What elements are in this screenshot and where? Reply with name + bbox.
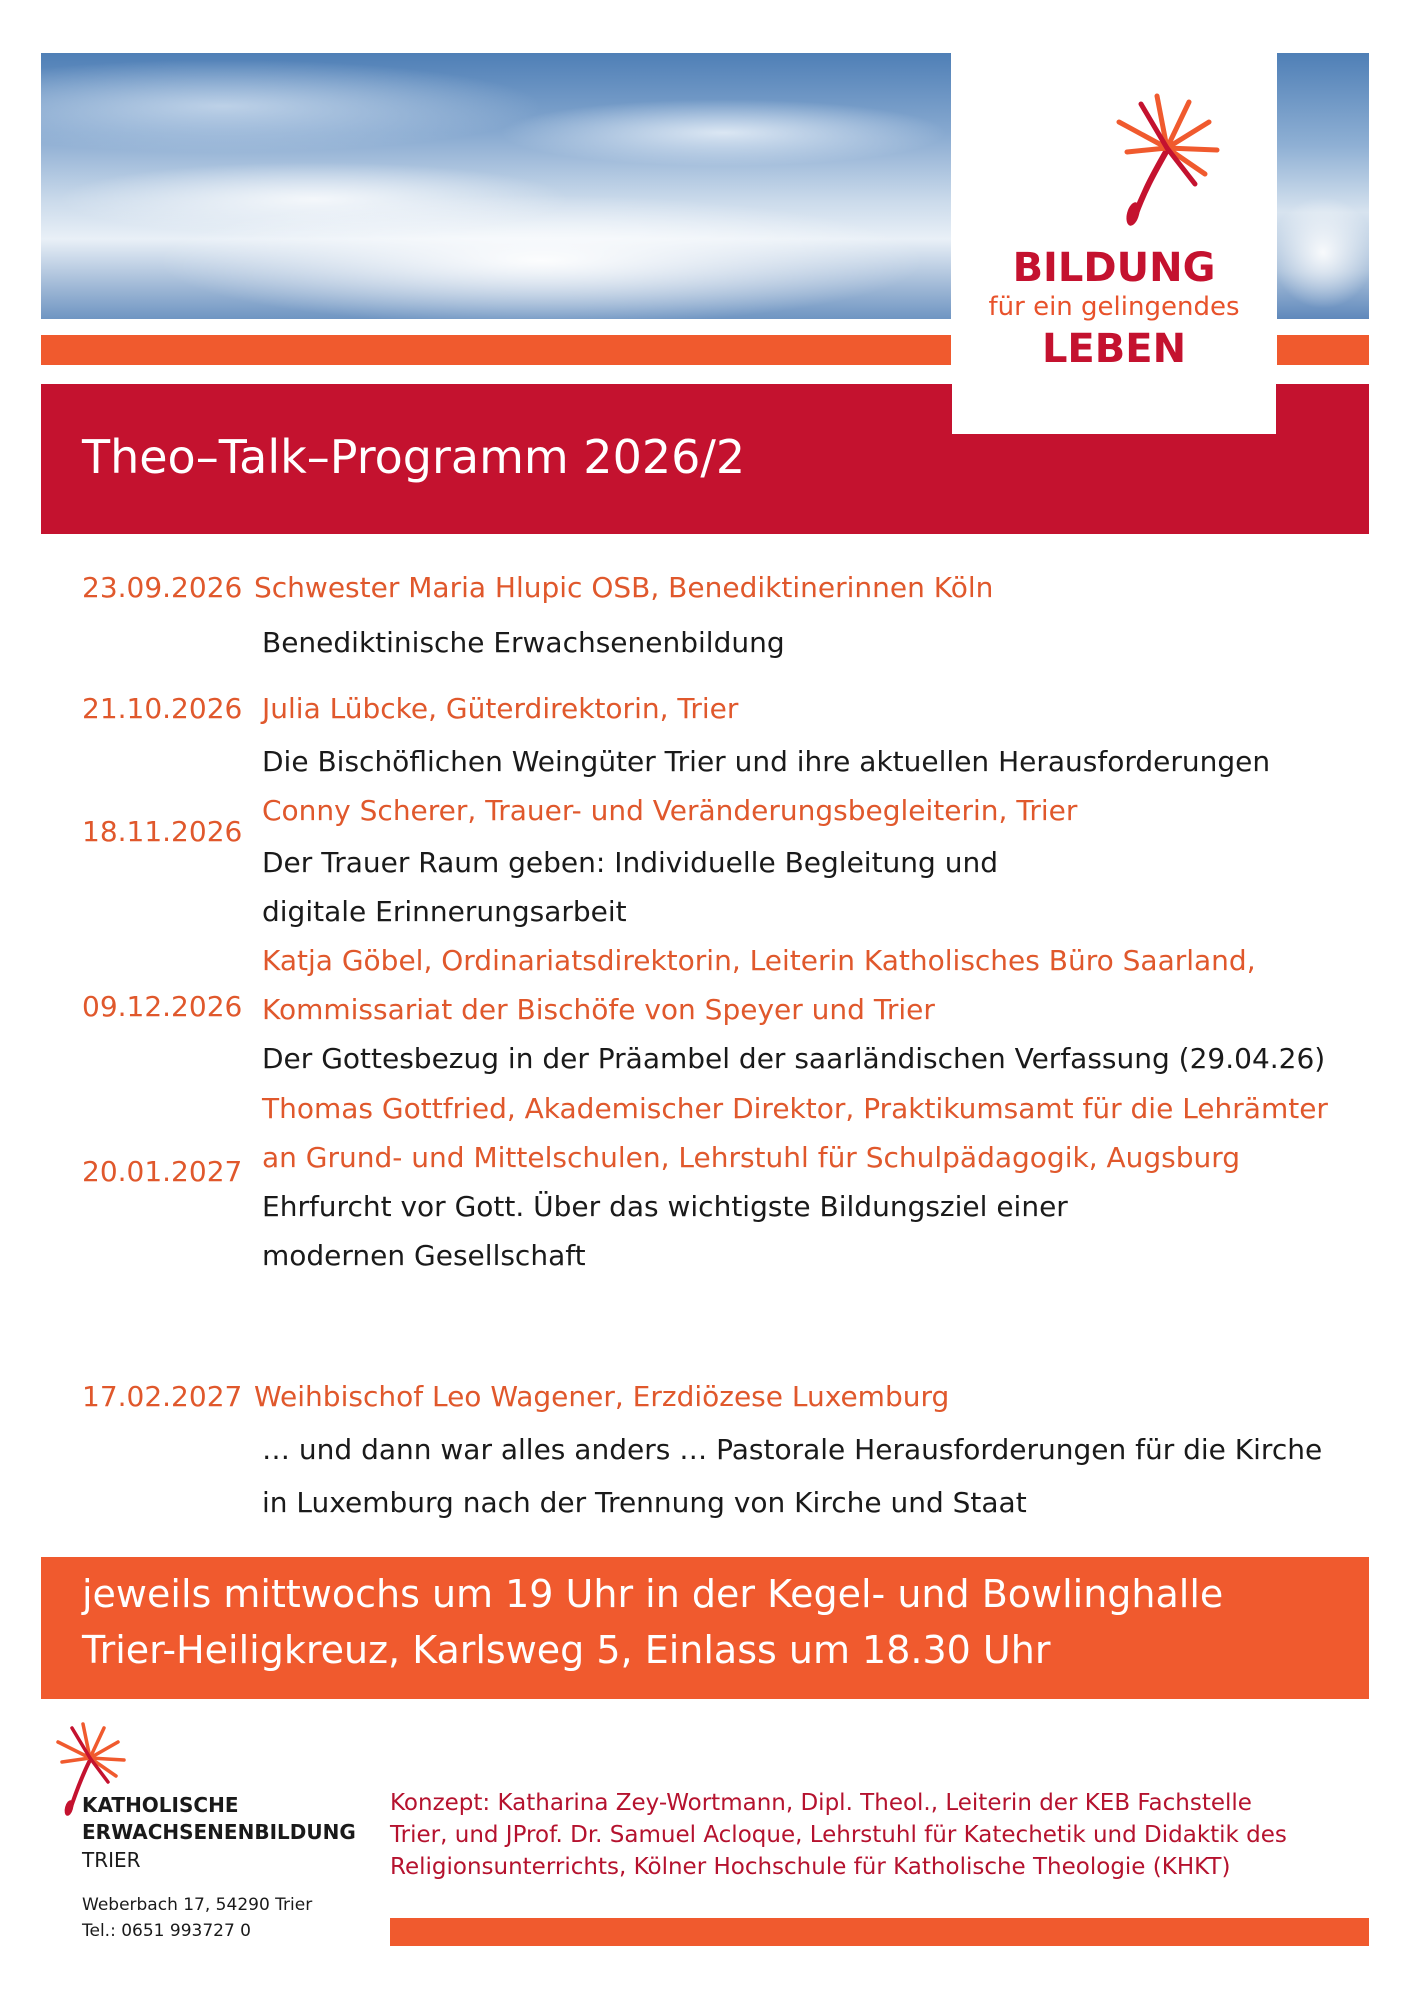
event-topic: digitale Erinnerungsarbeit [262,895,627,928]
orange-stripe-left [41,335,951,365]
org-address: Weberbach 17, 54290 Trier [82,1895,313,1915]
event-speaker: Kommissariat der Bischöfe von Speyer und Trier [262,993,935,1026]
event-date: 23.09.2026 [82,571,243,604]
header-sky-image-right [1277,53,1369,319]
logo-tagline: für ein gelingendes [988,292,1240,322]
header-sky-image [41,53,951,319]
event-topic: Die Bischöflichen Weingüter Trier und ihre aktuellen Herausforderungen [262,745,1271,778]
logo-leben: LEBEN [1041,326,1187,372]
org-name-line-2: ERWACHSENENBILDUNG [82,1820,356,1844]
event-speaker: Schwester Maria Hlupic OSB, Benediktinerinnen Köln [254,571,994,604]
orange-stripe-right [1277,335,1369,365]
event-topic: Der Gottesbezug in der Präambel der saarländischen Verfassung (29.04.26) [262,1042,1326,1075]
event-speaker: Weihbischof Leo Wagener, Erzdiözese Luxemburg [254,1380,950,1413]
event-topic: modernen Gesellschaft [262,1239,586,1272]
event-speaker: an Grund- und Mittelschulen, Lehrstuhl für Schulpädagogik, Augsburg [262,1141,1241,1174]
bottom-orange-bar [390,1918,1369,1946]
info-line-1: jeweils mittwochs um 19 Uhr in der Kegel- und Bowlinghalle [82,1572,1224,1616]
event-date: 17.02.2027 [82,1380,243,1413]
page-title: Theo–Talk–Programm 2026/2 [82,430,746,484]
event-topic: Ehrfurcht vor Gott. Über das wichtigste Bildungsziel einer [262,1190,1068,1223]
logo-bildung: BILDUNG [1012,245,1216,291]
event-topic: Der Trauer Raum geben: Individuelle Begleitung und [262,846,998,879]
event-date: 09.12.2026 [82,990,243,1023]
event-topic: in Luxemburg nach der Trennung von Kirche und Staat [262,1486,1027,1519]
event-date: 18.11.2026 [82,815,243,848]
konzept-line-3: Religionsunterrichts, Kölner Hochschule für Katholische Theologie (KHKT) [390,1854,1231,1880]
event-topic: … und dann war alles anders … Pastorale Herausforderungen für die Kirche [262,1433,1323,1466]
org-name-line-3: TRIER [82,1848,141,1872]
konzept-line-2: Trier, und JProf. Dr. Samuel Acloque, Lehrstuhl für Katechetik und Didaktik des [390,1822,1287,1848]
event-date: 21.10.2026 [82,692,243,725]
event-speaker: Julia Lübcke, Güterdirektorin, Trier [262,692,739,725]
flower-logo-icon [1105,88,1225,228]
event-date: 20.01.2027 [82,1155,243,1188]
konzept-line-1: Konzept: Katharina Zey-Wortmann, Dipl. Theol., Leiterin der KEB Fachstelle [390,1790,1252,1816]
org-phone: Tel.: 0651 993727 0 [82,1921,251,1941]
org-name-line-1: KATHOLISCHE [82,1793,239,1817]
info-line-2: Trier-Heiligkreuz, Karlsweg 5, Einlass um 18.30 Uhr [82,1628,1051,1672]
event-speaker: Thomas Gottfried, Akademischer Direktor, Praktikumsamt für die Lehrämter [262,1092,1328,1125]
event-speaker: Conny Scherer, Trauer- und Veränderungsbegleiterin, Trier [262,794,1078,827]
event-topic: Benediktinische Erwachsenenbildung [262,626,785,659]
event-speaker: Katja Göbel, Ordinariatsdirektorin, Leiterin Katholisches Büro Saarland, [262,944,1256,977]
